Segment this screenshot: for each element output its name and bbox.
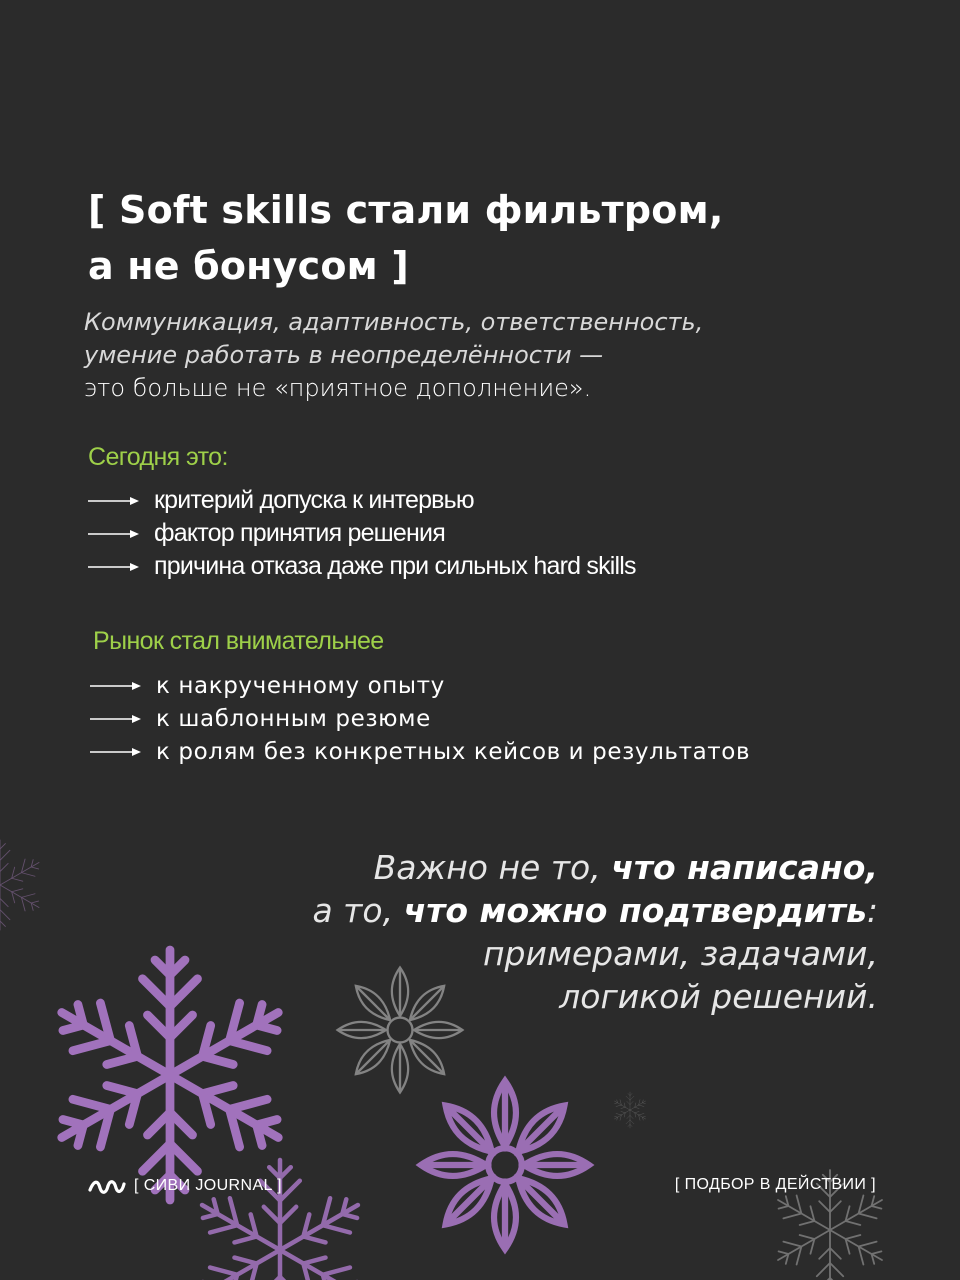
list-item xyxy=(90,735,750,768)
arrow-right-icon xyxy=(88,496,140,506)
footer-journal-label: [ СИВИ JOURNAL ] xyxy=(134,1177,282,1194)
footer-brand xyxy=(88,1176,282,1196)
list-item xyxy=(88,517,636,550)
quote-text: Важно не то, xyxy=(373,848,612,887)
title-line-1: [ Soft skills стали фильтром, xyxy=(88,188,724,232)
arrow-right-icon xyxy=(88,562,140,572)
quote-text: а то, xyxy=(312,891,404,930)
footer-series-label: [ ПОДБОР В ДЕЙСТВИИ ] xyxy=(674,1176,876,1193)
list-item-text: фактор принятия решения xyxy=(154,519,445,547)
title-line-2: а не бонусом ] xyxy=(88,244,409,288)
closing-quote xyxy=(312,846,878,1018)
page-title xyxy=(88,182,724,294)
brand-logo-icon xyxy=(88,1176,126,1196)
quote-line-1 xyxy=(312,846,878,889)
section-market-list xyxy=(90,669,750,768)
section-today-heading: Сегодня это: xyxy=(88,443,228,471)
arrow-right-icon xyxy=(90,681,142,691)
list-item xyxy=(90,669,750,702)
intro-line-1: Коммуникация, адаптивность, ответственность, xyxy=(84,308,704,336)
list-item xyxy=(90,702,750,735)
quote-emphasis: что можно подтвердить xyxy=(403,891,867,930)
quote-line-4: логикой решений. xyxy=(559,977,878,1016)
quote-emphasis: что написано, xyxy=(611,848,878,887)
intro-line-2: умение работать в неопределённости — xyxy=(84,341,604,369)
section-today-list xyxy=(88,484,636,583)
section-market-heading: Рынок стал внимательнее xyxy=(93,627,384,655)
list-item-text: к накрученному опыту xyxy=(156,672,445,699)
intro-line-3: это больше не «приятное дополнение». xyxy=(84,374,592,402)
intro-text xyxy=(84,306,703,405)
arrow-right-icon xyxy=(88,529,140,539)
list-item-text: причина отказа даже при сильных hard skills xyxy=(154,552,636,580)
arrow-right-icon xyxy=(90,714,142,724)
list-item-text: к шаблонным резюме xyxy=(156,705,431,732)
quote-line-2 xyxy=(312,889,878,932)
quote-line-3: примерами, задачами, xyxy=(482,934,878,973)
list-item xyxy=(88,484,636,517)
quote-text: : xyxy=(866,891,878,930)
list-item xyxy=(88,550,636,583)
arrow-right-icon xyxy=(90,747,142,757)
list-item-text: критерий допуска к интервью xyxy=(154,486,474,514)
list-item-text: к ролям без конкретных кейсов и результатов xyxy=(156,738,751,765)
